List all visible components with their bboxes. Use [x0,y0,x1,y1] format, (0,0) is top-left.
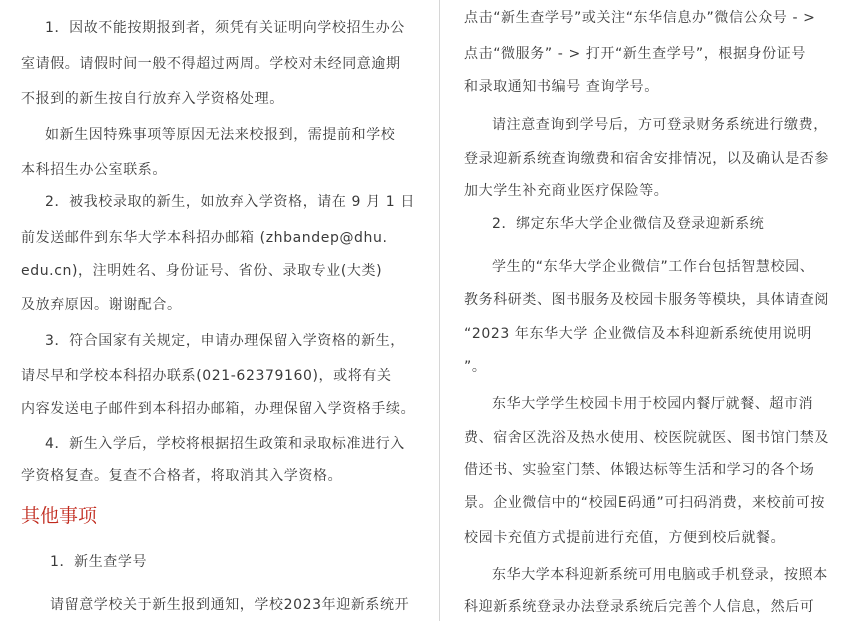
paragraph-line: 费、宿舍区洗浴及热水使用、校医院就医、图书馆门禁及 [464,430,829,446]
paragraph-line: 请尽早和学校本科招办联系(021-62379160)，或将有关 [21,368,392,384]
paragraph-line: 科迎新系统登录办法登录系统后完善个人信息，然后可 [464,599,815,615]
paragraph-line: 3．符合国家有关规定，申请办理保留入学资格的新生， [45,333,405,349]
paragraph-line: 和录取通知书编号 查询学号。 [464,79,659,95]
paragraph-line: 点击“新生查学号”或关注“东华信息办”微信公众号 - > [464,10,816,26]
paragraph-line: 前发送邮件到东华大学本科招办邮箱 (zhbandep@dhu. [21,230,388,246]
paragraph-line: 2．被我校录取的新生，如放弃入学资格，请在 9 月 1 日 [45,194,415,210]
subsection-title: 1．新生查学号 [50,554,148,570]
paragraph-line: 点击“微服务” - > 打开“新生查学号”，根据身份证号 [464,46,806,62]
paragraph-line: “2023 年东华大学 企业微信及本科迎新系统使用说明 [464,326,812,342]
paragraph-line: 本科招生办公室联系。 [21,162,167,178]
paragraph-line: 内容发送电子邮件到本科招办邮箱，办理保留入学资格手续。 [21,401,416,417]
section-heading: 其他事项 [21,505,98,527]
paragraph-line: 如新生因特殊事项等原因无法来校报到，需提前和学校 [45,127,396,143]
paragraph-line: 校园卡充值方式提前进行充值，方便到校后就餐。 [464,530,786,546]
column-divider [439,0,440,621]
paragraph-line: 1．因故不能按期报到者，须凭有关证明向学校招生办公 [45,20,405,36]
paragraph-line: 教务科研类、图书服务及校园卡服务等模块，具体请查阅 [464,292,829,308]
paragraph-line: 东华大学学生校园卡用于校园内餐厅就餐、超市消 [492,396,814,412]
paragraph-line: 4．新生入学后，学校将根据招生政策和录取标准进行入 [45,436,405,452]
paragraph-line: 及放弃原因。谢谢配合。 [21,297,182,313]
paragraph-line: 请注意查询到学号后，方可登录财务系统进行缴费， [492,117,828,133]
paragraph-line: 请留意学校关于新生报到通知，学校2023年迎新系统开 [50,597,410,613]
paragraph-line: 学生的“东华大学企业微信”工作台包括智慧校园、 [492,259,815,275]
paragraph-line: edu.cn)，注明姓名、身份证号、省份、录取专业(大类) [21,263,383,279]
paragraph-line: 加大学生补充商业医疗保险等。 [464,183,669,199]
paragraph-line: 不报到的新生按自行放弃入学资格处理。 [21,91,284,107]
subsection-title: 2．绑定东华大学企业微信及登录迎新系统 [492,216,765,232]
paragraph-line: 景。企业微信中的“校园E码通”可扫码消费，来校前可按 [464,495,825,511]
paragraph-line: 东华大学本科迎新系统可用电脑或手机登录，按照本 [492,567,828,583]
paragraph-line: 登录迎新系统查询缴费和宿舍安排情况，以及确认是否参 [464,151,829,167]
paragraph-line: ”。 [464,359,487,375]
paragraph-line: 学资格复查。复查不合格者，将取消其入学资格。 [21,468,343,484]
paragraph-line: 借还书、实验室门禁、体锻达标等生活和学习的各个场 [464,462,815,478]
paragraph-line: 室请假。请假时间一般不得超过两周。学校对未经同意逾期 [21,56,401,72]
